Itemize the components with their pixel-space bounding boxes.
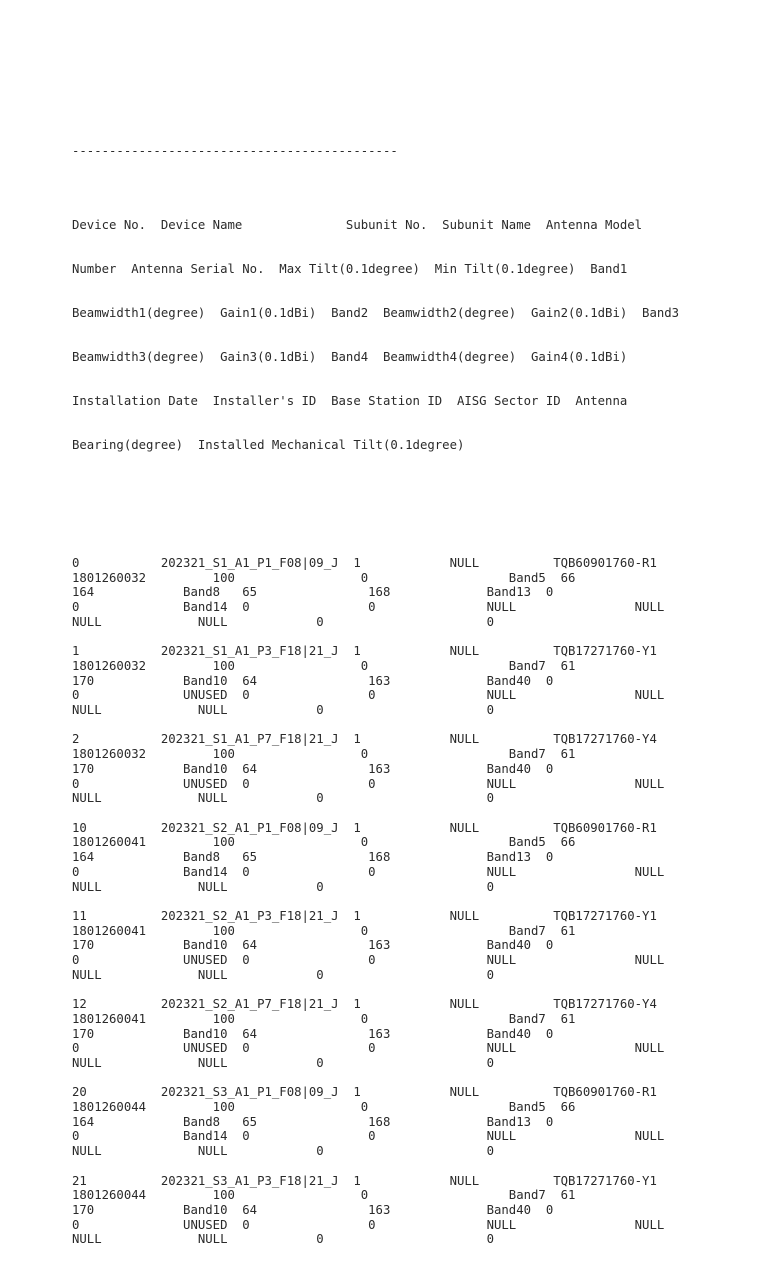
record-line: NULL NULL 0 0 <box>72 614 494 629</box>
record-line: 170 Band10 64 163 Band40 0 <box>72 938 554 953</box>
record-line: 1801260032 100 0 Band5 66 <box>72 570 576 585</box>
record-line: 170 Band10 64 163 Band40 0 <box>72 1026 554 1041</box>
record-line: 0 202321_S1_A1_P1_F08|09_J 1 NULL TQB60901760-R1 <box>72 556 657 571</box>
record-line: 0 UNUSED 0 0 NULL NULL <box>72 953 665 967</box>
record-line: 164 Band8 65 168 Band13 0 <box>72 1114 554 1129</box>
record-line: 1801260041 100 0 Band7 61 <box>72 923 576 938</box>
record-line: 10 202321_S2_A1_P1_F08|09_J 1 NULL TQB60901760-R1 <box>72 820 657 835</box>
record-line: 0 UNUSED 0 0 NULL NULL <box>72 776 665 791</box>
header-line: Beamwidth3(degree) Gain3(0.1dBi) Band4 Beamwidth4(degree) Gain4(0.1dBi) <box>72 350 628 365</box>
record-line: 21 202321_S3_A1_P3_F18|21_J 1 NULL TQB17271760-Y1 <box>72 1173 657 1188</box>
header-line: Installation Date Installer's ID Base Station ID AISG Sector ID Antenna <box>72 394 628 409</box>
record-line: 2 202321_S1_A1_P7_F18|21_J 1 NULL TQB17271760-Y4 <box>72 732 657 747</box>
record-line: 0 Band14 0 0 NULL NULL <box>72 1129 665 1144</box>
device-record <box>72 732 732 806</box>
record-line: 1801260041 100 0 Band7 61 <box>72 1011 576 1026</box>
header-line: Number Antenna Serial No. Max Tilt(0.1degree) Min Tilt(0.1degree) Band1 <box>72 262 628 277</box>
record-line: 0 Band14 0 0 NULL NULL <box>72 600 665 615</box>
device-record <box>72 556 732 630</box>
record-line: 1801260044 100 0 Band7 61 <box>72 1188 576 1203</box>
record-line: 0 UNUSED 0 0 NULL NULL <box>72 1217 665 1232</box>
antenna-table-text <box>72 115 732 1262</box>
record-line: 0 Band14 0 0 NULL NULL <box>72 864 665 879</box>
record-line: 164 Band8 65 168 Band13 0 <box>72 585 554 600</box>
record-line: 20 202321_S3_A1_P1_F08|09_J 1 NULL TQB60901760-R1 <box>72 1085 657 1100</box>
device-records <box>72 556 732 1247</box>
record-line: 170 Band10 64 163 Band40 0 <box>72 1202 554 1217</box>
record-line: 1801260041 100 0 Band5 66 <box>72 835 576 850</box>
separator-line: -------------------------------------------- <box>72 144 398 159</box>
record-line: NULL NULL 0 0 <box>72 879 494 894</box>
device-record <box>72 1174 732 1248</box>
device-record <box>72 1085 732 1159</box>
header-line: Bearing(degree) Installed Mechanical Tilt(0.1degree) <box>72 438 465 453</box>
spacer <box>72 512 732 527</box>
record-line: 0 UNUSED 0 0 NULL NULL <box>72 688 665 703</box>
device-record <box>72 644 732 718</box>
record-line: NULL NULL 0 0 <box>72 967 494 982</box>
record-line: 170 Band10 64 163 Band40 0 <box>72 673 554 688</box>
header-line: Device No. Device Name Subunit No. Subunit Name Antenna Model <box>72 217 643 232</box>
column-header <box>72 189 732 483</box>
record-line: NULL NULL 0 0 <box>72 1144 494 1159</box>
record-line: 170 Band10 64 163 Band40 0 <box>72 761 554 776</box>
record-line: 0 UNUSED 0 0 NULL NULL <box>72 1041 665 1056</box>
record-line: 1801260032 100 0 Band7 61 <box>72 747 576 762</box>
record-line: 1801260032 100 0 Band7 61 <box>72 658 576 673</box>
header-line: Beamwidth1(degree) Gain1(0.1dBi) Band2 Beamwidth2(degree) Gain2(0.1dBi) Band3 <box>72 306 680 321</box>
record-line: 11 202321_S2_A1_P3_F18|21_J 1 NULL TQB17271760-Y1 <box>72 908 657 923</box>
device-record <box>72 821 732 895</box>
record-line: NULL NULL 0 0 <box>72 703 494 718</box>
device-record <box>72 909 732 983</box>
record-line: NULL NULL 0 0 <box>72 1232 494 1247</box>
record-line: 1 202321_S1_A1_P3_F18|21_J 1 NULL TQB17271760-Y1 <box>72 644 657 659</box>
record-line: 164 Band8 65 168 Band13 0 <box>72 850 554 865</box>
record-line: NULL NULL 0 0 <box>72 1055 494 1070</box>
record-line: 1801260044 100 0 Band5 66 <box>72 1100 576 1114</box>
device-record <box>72 997 732 1071</box>
record-line: NULL NULL 0 0 <box>72 791 494 806</box>
record-line: 12 202321_S2_A1_P7_F18|21_J 1 NULL TQB17271760-Y4 <box>72 997 657 1012</box>
